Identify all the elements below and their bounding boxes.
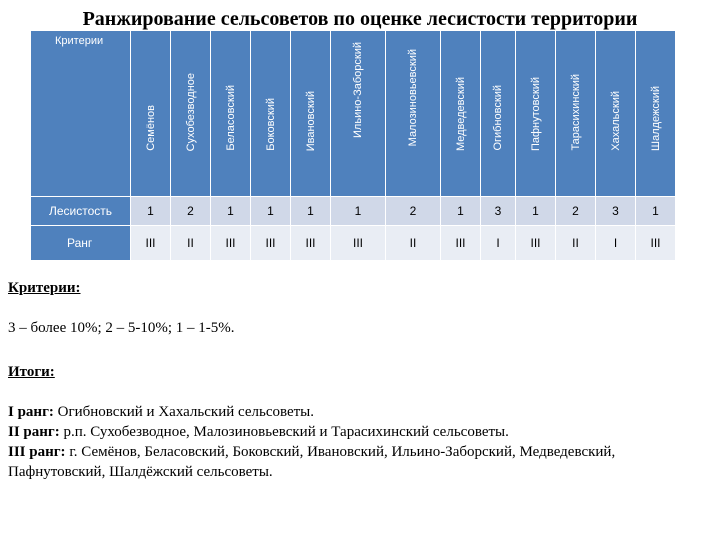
row-label: Лесистость: [31, 197, 131, 226]
table-cell: III: [211, 226, 251, 261]
table-cell: 1: [131, 197, 171, 226]
table-cell: II: [386, 226, 441, 261]
table-cell: 1: [441, 197, 481, 226]
table-cell: 2: [556, 197, 596, 226]
column-header: Медведевский: [441, 31, 481, 197]
table-cell: III: [636, 226, 676, 261]
column-header: Боковский: [251, 31, 291, 197]
table-cell: 1: [516, 197, 556, 226]
rank-2-text: р.п. Сухобезводное, Малозиновьевский и Тарасихинский сельсоветы.: [59, 424, 509, 440]
table-cell: 3: [481, 197, 516, 226]
table-cell: 1: [331, 197, 386, 226]
column-header: Беласовский: [211, 31, 251, 197]
rank-3-line: [8, 442, 713, 482]
results-heading: Итоги:: [8, 364, 55, 380]
notes-section: [8, 278, 713, 482]
criteria-corner-label: Критерии: [55, 35, 104, 47]
table-cell: 1: [636, 197, 676, 226]
column-header: Ивановский: [291, 31, 331, 197]
table-cell: III: [331, 226, 386, 261]
table-cell: 2: [386, 197, 441, 226]
table-cell: I: [596, 226, 636, 261]
rank-1-line: [8, 402, 713, 422]
table-cell: II: [171, 226, 211, 261]
rank-2-label: II ранг:: [8, 424, 60, 440]
column-header: Пафнутовский: [516, 31, 556, 197]
rank-3-text: г. Семёнов, Беласовский, Боковский, Ивановский, Ильино-Заборский, Медведевский, Пафнутовский, Шалдёжский сельсоветы.: [8, 444, 616, 480]
table-cell: II: [556, 226, 596, 261]
column-header: Шалдежский: [636, 31, 676, 197]
table-cell: III: [291, 226, 331, 261]
column-header: Малозиновьевский: [386, 31, 441, 197]
criteria-heading: Критерии:: [8, 280, 81, 296]
table-cell: I: [481, 226, 516, 261]
table-cell: 3: [596, 197, 636, 226]
criteria-text: 3 – более 10%; 2 – 5-10%; 1 – 1-5%.: [8, 320, 235, 336]
table-cell: 1: [211, 197, 251, 226]
table-header-row: [31, 31, 676, 197]
table-row: [31, 226, 676, 261]
column-header: Огибновский: [481, 31, 516, 197]
table-cell: III: [251, 226, 291, 261]
rank-1-text: Огибновский и Хахальский сельсоветы.: [53, 404, 315, 420]
column-header: Семёнов: [131, 31, 171, 197]
column-header: Хахальский: [596, 31, 636, 197]
ranking-table: [30, 30, 676, 261]
rank-1-label: I ранг:: [8, 404, 54, 420]
table-row: [31, 197, 676, 226]
column-header: Сухобезводное: [171, 31, 211, 197]
table-cell: 2: [171, 197, 211, 226]
table-cell: III: [441, 226, 481, 261]
table-cell: 1: [291, 197, 331, 226]
table-cell: III: [131, 226, 171, 261]
rank-3-label: III ранг:: [8, 444, 66, 460]
table-corner: [31, 31, 131, 197]
table-cell: 1: [251, 197, 291, 226]
page-title: Ранжирование сельсоветов по оценке лесистости территории: [82, 8, 638, 30]
column-header: Ильино-Заборский: [331, 31, 386, 197]
column-header: Тарасихинский: [556, 31, 596, 197]
table-cell: III: [516, 226, 556, 261]
rank-2-line: [8, 422, 713, 442]
row-label: Ранг: [31, 226, 131, 261]
